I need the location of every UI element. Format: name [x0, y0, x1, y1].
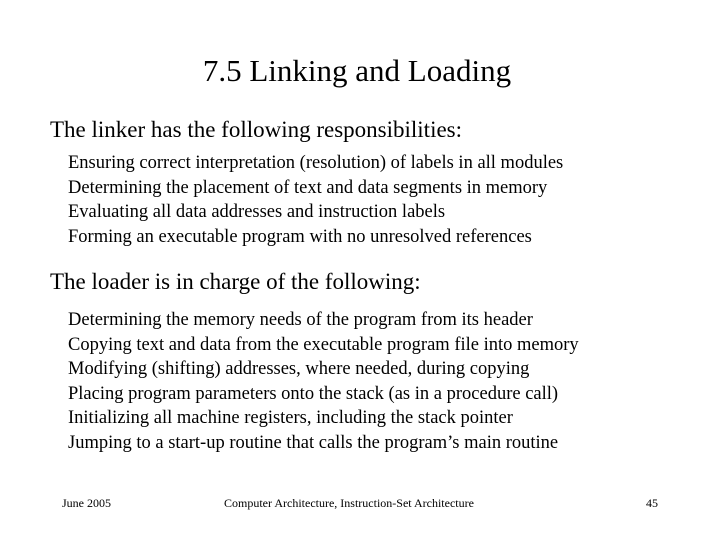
linker-responsibilities-list — [68, 151, 563, 249]
footer-date: June 2005 — [62, 496, 111, 510]
slide-title: 7.5 Linking and Loading — [202, 53, 512, 88]
footer-course-title: Computer Architecture, Instruction-Set Architecture — [224, 496, 474, 510]
list-item: Copying text and data from the executable program file into memory — [68, 334, 579, 355]
linker-heading: The linker has the following responsibilities: — [50, 117, 463, 142]
list-item: Determining the memory needs of the program from its header — [68, 310, 533, 330]
loader-heading: The loader is in charge of the following: — [50, 269, 421, 294]
list-item: Determining the placement of text and data segments in memory — [68, 177, 548, 198]
footer-page-number: 45 — [646, 496, 658, 510]
loader-duties-list — [68, 308, 579, 455]
list-item: Ensuring correct interpretation (resolution) of labels in all modules — [68, 153, 564, 173]
list-item: Jumping to a start-up routine that calls the program’s main routine — [68, 432, 559, 453]
list-item: Evaluating all data addresses and instruction labels — [68, 202, 446, 222]
list-item: Placing program parameters onto the stack (as in a procedure call) — [68, 383, 559, 404]
list-item: Initializing all machine registers, including the stack pointer — [68, 408, 513, 428]
list-item: Forming an executable program with no unresolved references — [68, 226, 532, 247]
list-item: Modifying (shifting) addresses, where needed, during copying — [68, 359, 530, 379]
